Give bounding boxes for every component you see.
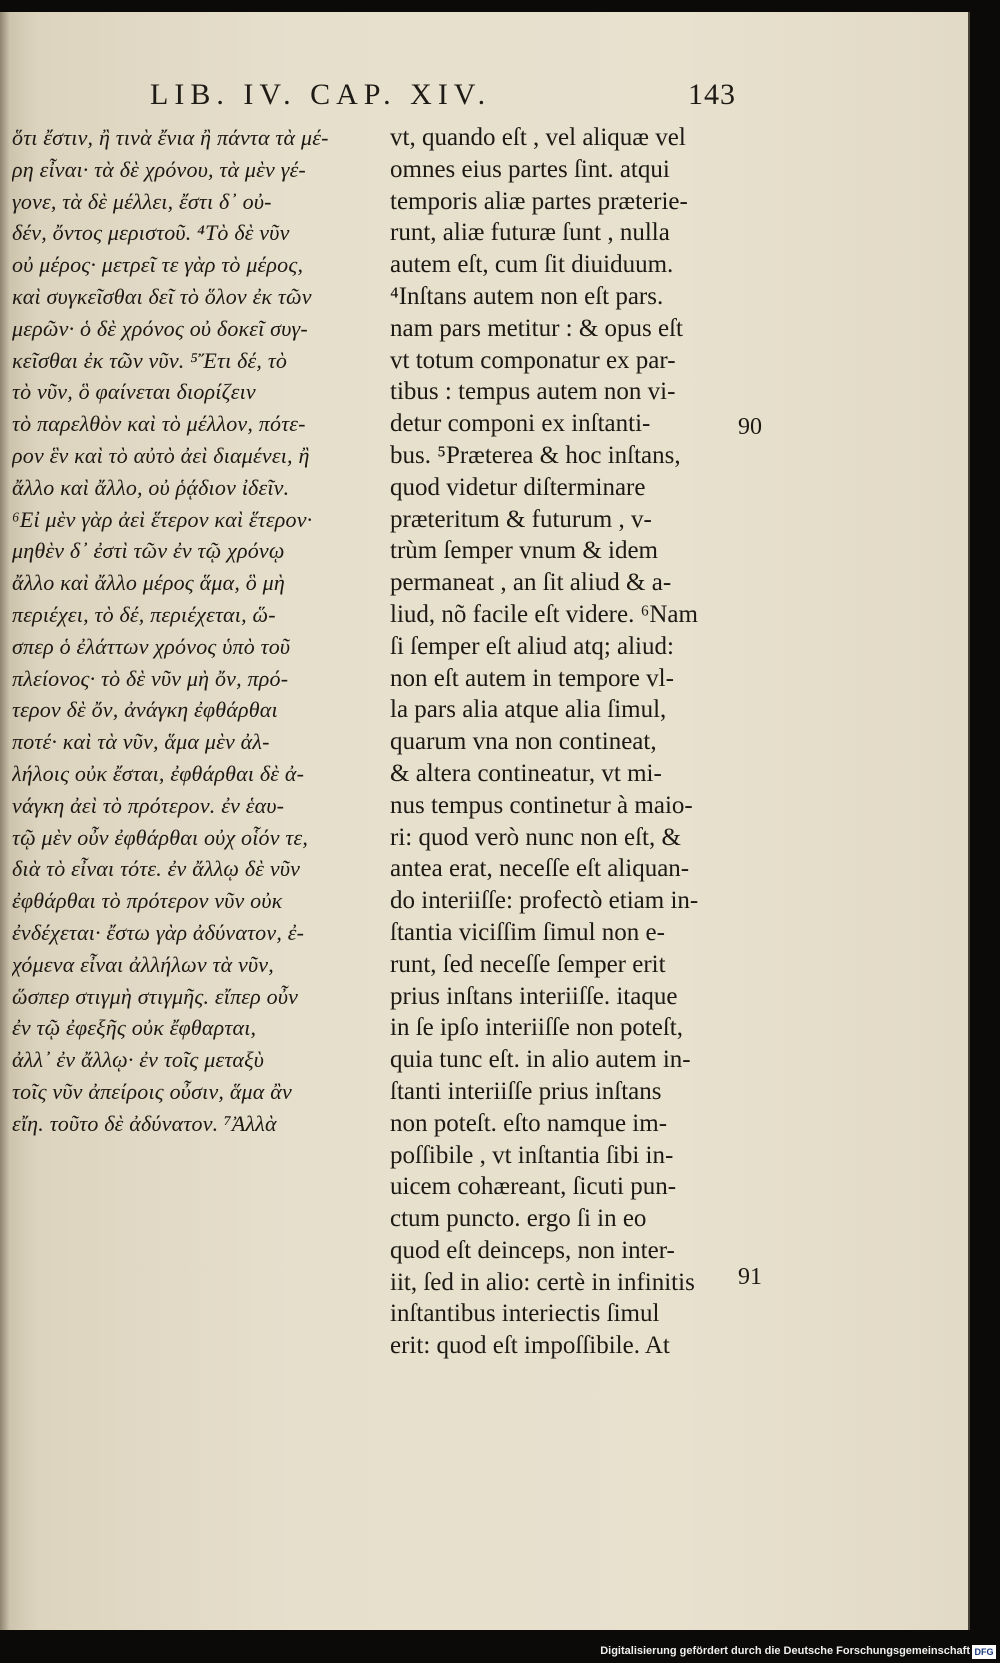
text-line: ſtanti interiiſſe prius inſtans (390, 1077, 662, 1105)
text-line: μηθὲν δ᾽ ἐστὶ τῶν ἐν τῷ χρόνῳ (12, 538, 285, 564)
text-line: erit: quod eſt impoſſibile. At (390, 1332, 670, 1360)
page-gutter-edge (0, 12, 10, 1630)
text-line: poſſibile , vt inſtantia ſibi in- (390, 1141, 674, 1169)
text-line: τῷ μὲν οὖν ἐφθάρθαι οὐχ οἷόν τε, (12, 824, 309, 850)
text-line: ctum puncto. ergo ſi in eo (390, 1205, 647, 1233)
book-page (0, 12, 970, 1630)
text-line: ἐφθάρθαι τὸ πρότερον νῦν οὐκ (12, 888, 283, 914)
text-line: vt, quando eſt , vel aliquæ vel (390, 124, 686, 151)
running-head (150, 72, 850, 122)
text-line: non poteſt. eſto namque im- (390, 1109, 668, 1137)
text-line: bus. ⁵Præterea & hoc inſtans, (390, 441, 681, 469)
text-line: τερον δὲ ὄν, ἀνάγκη ἐφθάρθαι (12, 697, 278, 723)
digitization-credit: Digitalisierung gefördert durch die Deutsche Forschungsgemeinschaft (600, 1645, 970, 1657)
text-line: τοῖς νῦν ἀπείροις οὖσιν, ἅμα ἂν (12, 1078, 292, 1104)
text-line: ⁶Εἰ μὲν γὰρ ἀεὶ ἕτερον καὶ ἕτερον· (12, 506, 313, 532)
text-line: λήλοις οὐκ ἔσται, ἐφθάρθαι δὲ ἀ- (12, 760, 305, 786)
text-line: nus tempus continetur à maio- (390, 791, 693, 819)
text-line: quarum vna non contineat, (390, 728, 657, 756)
text-line: τὸ νῦν, ὃ φαίνεται διορίζειν (12, 379, 256, 405)
text-line: omnes eius partes ſint. atqui (390, 155, 670, 183)
text-line: liud, nõ facile eſt videre. ⁶Nam (390, 600, 698, 628)
text-line: in ſe ipſo interiiſſe non poteſt, (390, 1014, 684, 1042)
text-line: runt, aliæ futuræ ſunt , nulla (390, 219, 670, 247)
text-line: trùm ſemper vnum & idem (390, 537, 659, 565)
text-line: πλείονος· τὸ δὲ νῦν μὴ ὄν, πρό- (12, 665, 289, 691)
text-line: la pars alia atque alia ſimul, (390, 696, 667, 724)
running-head-title: LIB. IV. CAP. XIV. (150, 78, 492, 111)
text-line: ὥσπερ στιγμὴ στιγμῆς. εἴπερ οὖν (12, 983, 299, 1009)
folio-number: 143 (688, 78, 736, 111)
text-line: temporis aliæ partes præterie- (390, 187, 688, 215)
text-line: quod eſt deinceps, non inter- (390, 1236, 675, 1264)
text-line: uicem cohæreant, ſicuti pun- (390, 1173, 677, 1201)
text-line: διὰ τὸ εἶναι τότε. ἐν ἄλλῳ δὲ νῦν (12, 856, 301, 882)
text-line: detur componi ex inſtanti- (390, 410, 651, 438)
text-line: do interiiſſe: profectò etiam in- (390, 887, 699, 915)
text-line: ποτέ· καὶ τὰ νῦν, ἅμα μὲν ἀλ- (12, 729, 270, 755)
text-line: permaneat , an ſit aliud & a- (390, 569, 672, 597)
margin-number-90: 90 (738, 414, 762, 440)
text-line: nam pars metitur : & opus eſt (390, 314, 684, 342)
text-line: ὅτι ἔστιν, ἢ τινὰ ἔνια ἢ πάντα τὰ μέ- (12, 125, 329, 150)
text-line: autem eſt, cum ſit diuiduum. (390, 251, 674, 279)
text-line: non eſt autem in tempore vl- (390, 664, 674, 692)
text-line: περιέχει, τὸ δέ, περιέχεται, ὥ- (12, 601, 276, 627)
text-line: ἐνδέχεται· ἔστω γὰρ ἀδύνατον, ἐ- (12, 919, 305, 945)
text-line: οὐ μέρος· μετρεῖ τε γὰρ τὸ μέρος, (12, 252, 304, 278)
text-line: ἀλλ᾽ ἐν ἄλλῳ· ἐν τοῖς μεταξὺ (12, 1047, 265, 1073)
text-line: tibus : tempus autem non vi- (390, 378, 676, 406)
text-line: κεῖσθαι ἐκ τῶν νῦν. ⁵Ἔτι δέ, τὸ (12, 347, 288, 373)
text-line: inſtantibus interiectis ſimul (390, 1300, 660, 1328)
text-line: antea erat, neceſſe eſt aliquan- (390, 855, 690, 883)
text-line: runt, ſed neceſſe ſemper erit (390, 950, 666, 978)
text-line: quod videtur diſterminare (390, 473, 646, 501)
greek-text-column (12, 122, 364, 1140)
latin-text-column (390, 122, 735, 1362)
text-line: ρη εἶναι· τὰ δὲ χρόνου, τὰ μὲν γέ- (12, 156, 306, 182)
text-line: ρον ἓν καὶ τὸ αὐτὸ ἀεὶ διαμένει, ἢ (12, 442, 310, 468)
text-line: ⁴Inſtans autem non eſt pars. (390, 282, 664, 310)
text-line: γονε, τὰ δὲ μέλλει, ἔστι δ᾽ οὐ- (12, 188, 272, 214)
text-line: σπερ ὁ ἐλάττων χρόνος ὑπὸ τοῦ (12, 633, 291, 659)
text-line: μερῶν· ὁ δὲ χρόνος οὐ δοκεῖ συγ- (12, 315, 308, 341)
text-line: ἄλλο καὶ ἄλλο μέρος ἅμα, ὃ μὴ (12, 570, 286, 596)
text-line: νάγκη ἀεὶ τὸ πρότερον. ἐν ἑαυ- (12, 792, 285, 818)
text-line: ri: quod verò nunc non eſt, & (390, 823, 681, 851)
text-line: ἄλλο καὶ ἄλλο, οὐ ῥᾴδιον ἰδεῖν. (12, 474, 290, 500)
text-line: præteritum & futurum , v- (390, 505, 652, 533)
text-line: & altera contineatur, vt mi- (390, 759, 662, 787)
text-line: ſi ſemper eſt aliud atq; aliud: (390, 632, 674, 660)
text-line: iit, ſed in alio: certè in infinitis (390, 1268, 695, 1296)
margin-number-91: 91 (738, 1264, 762, 1290)
text-line: prius inſtans interiiſſe. itaque (390, 982, 678, 1010)
text-line: ſtantia viciſſim ſimul non e- (390, 918, 665, 946)
text-line: χόμενα εἶναι ἀλλήλων τὰ νῦν, (12, 951, 274, 977)
text-line: δέν, ὄντος μεριστοῦ. ⁴Τὸ δὲ νῦν (12, 220, 290, 246)
text-line: καὶ συγκεῖσθαι δεῖ τὸ ὅλον ἐκ τῶν (12, 283, 312, 309)
dfg-logo: DFG (972, 1645, 996, 1659)
text-line: vt totum componatur ex par- (390, 346, 676, 374)
text-line: ἐν τῷ ἐφεξῆς οὐκ ἔφθαρται, (12, 1015, 257, 1041)
text-line: εἴη. τοῦτο δὲ ἀδύνατον. ⁷Ἀλλὰ (12, 1110, 277, 1136)
text-line: τὸ παρελθὸν καὶ τὸ μέλλον, πότε- (12, 411, 306, 437)
text-line: quia tunc eſt. in alio autem in- (390, 1046, 691, 1074)
